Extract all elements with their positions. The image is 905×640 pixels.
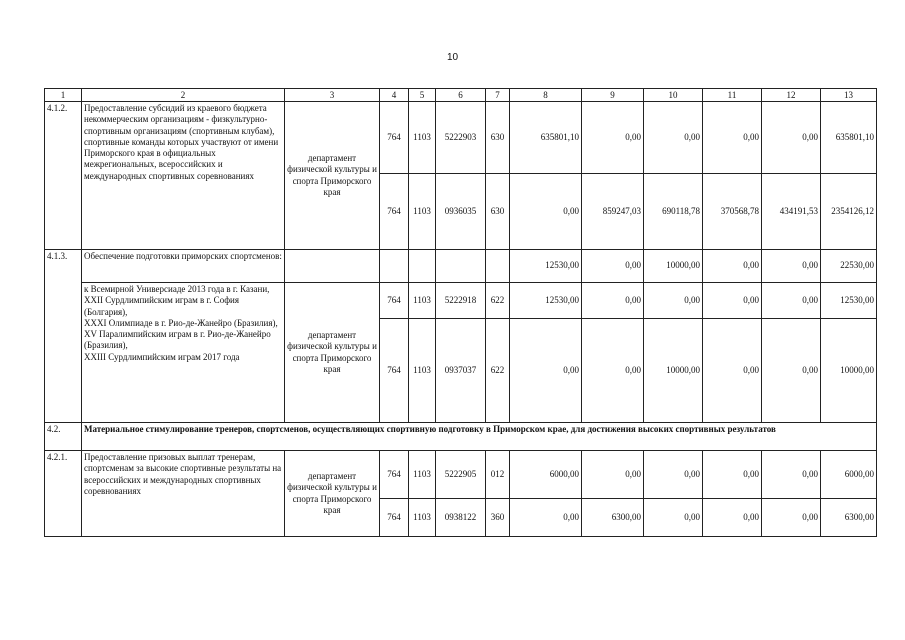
header-cell: 5 [409,89,436,102]
code-cell: 5222903 [436,102,486,174]
code-cell: 5222905 [436,451,486,499]
item-description: Предоставление призовых выплат тренерам, спортсменам за высокие спортивные результаты на всероссийских и международных спортивных соревнованиях [82,451,285,537]
amount-cell: 6300,00 [821,499,877,537]
empty-cell [285,250,380,283]
header-cell: 8 [510,89,582,102]
item-number: 4.1.2. [45,102,82,250]
code-cell: 1103 [409,283,436,319]
header-cell: 12 [762,89,821,102]
empty-cell [380,250,409,283]
code-cell: 0936035 [436,174,486,250]
amount-cell: 0,00 [762,102,821,174]
amount-cell: 0,00 [703,283,762,319]
amount-cell: 859247,03 [582,174,644,250]
amount-cell: 2354126,12 [821,174,877,250]
amount-cell: 0,00 [510,319,582,423]
amount-cell: 0,00 [644,499,703,537]
code-cell: 764 [380,499,409,537]
amount-cell: 0,00 [582,451,644,499]
section-row [45,423,877,451]
amount-cell: 0,00 [703,102,762,174]
amount-cell: 0,00 [582,250,644,283]
competition-line: к Всемирной Универсиаде 2013 года в г. Казани, XXII Сурдлимпийским играм в г. София (Болгария), [84,284,270,317]
item-description-list [82,283,285,423]
amount-cell: 0,00 [644,451,703,499]
executor: департамент физической культуры и спорта Приморского края [285,283,380,423]
code-cell: 764 [380,319,409,423]
amount-cell: 0,00 [762,499,821,537]
amount-cell: 12530,00 [510,283,582,319]
competition-line: XXIII Сурдлимпийским играм 2017 года [84,351,240,362]
code-cell: 630 [486,102,510,174]
competition-line: XV Паралимпийским играм в г. Рио-де-Жанейро (Бразилия), [84,329,271,351]
code-cell: 0937037 [436,319,486,423]
table-row [45,283,877,319]
empty-cell [409,250,436,283]
header-cell: 1 [45,89,82,102]
amount-cell: 6300,00 [582,499,644,537]
table-row [45,250,877,283]
item-description: Обеспечение подготовки приморских спортсменов: [82,250,285,283]
code-cell: 360 [486,499,510,537]
amount-cell: 0,00 [762,319,821,423]
amount-cell: 12530,00 [510,250,582,283]
amount-cell: 0,00 [644,102,703,174]
executor: департамент физической культуры и спорта Приморского края [285,451,380,537]
header-cell: 10 [644,89,703,102]
amount-cell: 0,00 [762,451,821,499]
amount-cell: 690118,78 [644,174,703,250]
header-cell: 13 [821,89,877,102]
code-cell: 1103 [409,174,436,250]
table-row [45,102,877,174]
code-cell: 764 [380,283,409,319]
amount-cell: 0,00 [510,499,582,537]
amount-cell: 370568,78 [703,174,762,250]
code-cell: 1103 [409,319,436,423]
code-cell: 764 [380,174,409,250]
amount-cell: 0,00 [703,250,762,283]
amount-cell: 6000,00 [510,451,582,499]
amount-cell: 0,00 [703,451,762,499]
item-number: 4.1.3. [45,250,82,423]
amount-cell: 10000,00 [644,319,703,423]
section-title: Материальное стимулирование тренеров, спортсменов, осуществляющих спортивную подготовку в Приморском крае, для достижения высоких спортивных результатов [82,423,877,451]
code-cell: 012 [486,451,510,499]
header-cell: 2 [82,89,285,102]
header-row [45,89,877,102]
item-description: Предоставление субсидий из краевого бюджета некоммерческим организациям - физкультурно-спортивным организациям (спортивным клубам), спортивные команды которых участвуют от имени Приморского края в официальных межрегиональных, всероссийских и международных спортивных соревнованиях [82,102,285,250]
code-cell: 5222918 [436,283,486,319]
table-row [45,451,877,499]
amount-cell: 635801,10 [821,102,877,174]
amount-cell: 0,00 [582,102,644,174]
amount-cell: 0,00 [644,283,703,319]
empty-cell [486,250,510,283]
amount-cell: 0,00 [762,250,821,283]
code-cell: 0938122 [436,499,486,537]
amount-cell: 0,00 [582,319,644,423]
header-cell: 4 [380,89,409,102]
empty-cell [436,250,486,283]
amount-cell: 434191,53 [762,174,821,250]
code-cell: 630 [486,174,510,250]
amount-cell: 0,00 [510,174,582,250]
item-number: 4.2.1. [45,451,82,537]
competition-line: XXXI Олимпиаде в г. Рио-де-Жанейро (Бразилия), [84,317,278,328]
amount-cell: 10000,00 [821,319,877,423]
amount-cell: 0,00 [762,283,821,319]
header-cell: 11 [703,89,762,102]
code-cell: 1103 [409,499,436,537]
amount-cell: 0,00 [703,319,762,423]
amount-cell: 0,00 [582,283,644,319]
page-number: 10 [446,52,459,63]
budget-table [44,88,877,537]
section-number: 4.2. [45,423,82,451]
amount-cell: 12530,00 [821,283,877,319]
header-cell: 3 [285,89,380,102]
amount-cell: 22530,00 [821,250,877,283]
code-cell: 764 [380,451,409,499]
code-cell: 622 [486,283,510,319]
amount-cell: 10000,00 [644,250,703,283]
executor: департамент физической культуры и спорта Приморского края [285,102,380,250]
code-cell: 1103 [409,102,436,174]
header-cell: 7 [486,89,510,102]
header-cell: 6 [436,89,486,102]
code-cell: 764 [380,102,409,174]
code-cell: 1103 [409,451,436,499]
header-cell: 9 [582,89,644,102]
amount-cell: 0,00 [703,499,762,537]
code-cell: 622 [486,319,510,423]
amount-cell: 6000,00 [821,451,877,499]
amount-cell: 635801,10 [510,102,582,174]
